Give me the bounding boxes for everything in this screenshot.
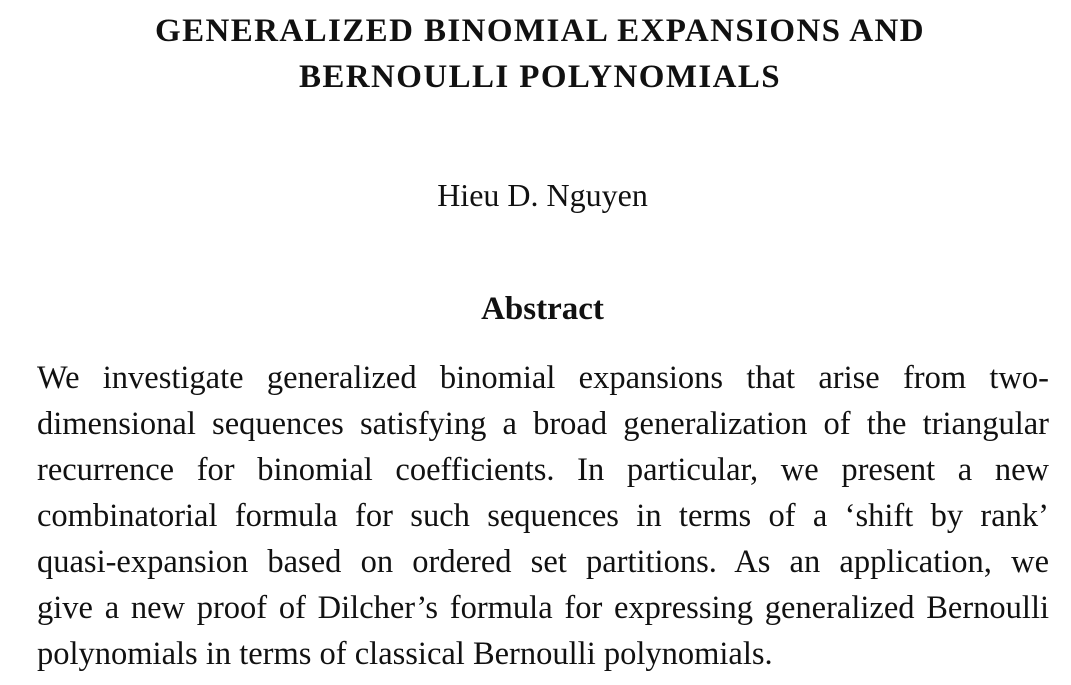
abstract-line: dimensional sequences satisfying a broad generalization of the triangular [37, 406, 1049, 442]
abstract-line: give a new proof of Dilcher’s formula for expressing generalized Bernoulli [37, 590, 1049, 626]
abstract-line: We investigate generalized binomial expansions that arise from two- [37, 360, 1049, 396]
title-line-2: BERNOULLI POLYNOMIALS [298, 59, 782, 95]
author-name: Hieu D. Nguyen [437, 177, 648, 213]
abstract-line: combinatorial formula for such sequences in terms of a ‘shift by rank’ [37, 498, 1049, 534]
title-line-1: GENERALIZED BINOMIAL EXPANSIONS AND [155, 13, 925, 49]
abstract-line: recurrence for binomial coefficients. In particular, we present a new [37, 452, 1049, 488]
abstract-body [37, 355, 1049, 677]
abstract-heading: Abstract [481, 291, 604, 327]
abstract-line: quasi-expansion based on ordered set partitions. As an application, we [37, 544, 1049, 580]
abstract-line: polynomials in terms of classical Bernoulli polynomials. [37, 636, 773, 672]
paper-title [40, 8, 1040, 100]
